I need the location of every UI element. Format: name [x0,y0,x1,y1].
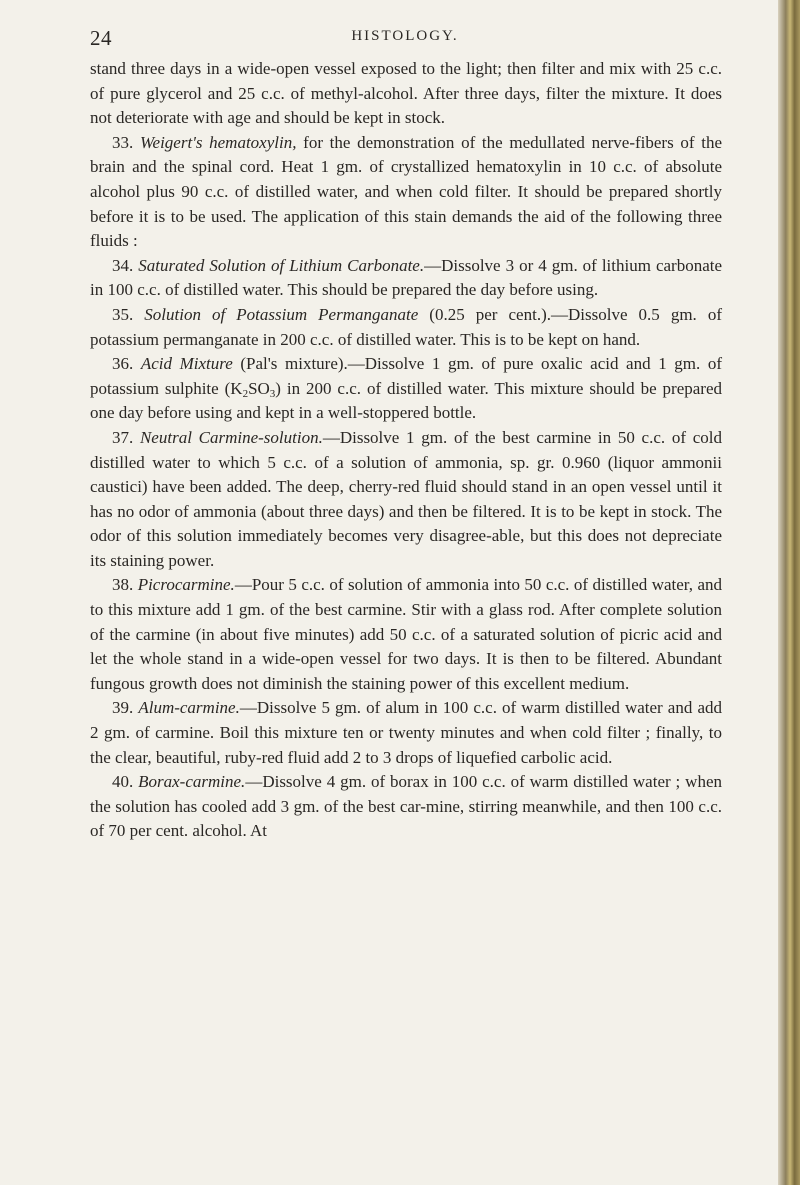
item-title: Borax-carmine. [138,772,246,792]
paragraph-text: (0.25 per cent.).—Dissolve 0.5 gm. of potassium permanganate in 200 c.c. of distilled water. This is to be kept on hand. [90,304,723,349]
item-number: 33. [112,132,134,152]
item-number: 37. [112,427,134,447]
book-page-edge [778,0,800,1185]
paragraph-33 [90,131,722,254]
page-body [90,57,722,844]
paragraph-text: (Pal's mixture).—Dissolve 1 gm. of pure oxalic acid and 1 gm. of potassium sulphite (K [90,354,722,398]
item-title: Acid Mixture [140,354,233,374]
paragraph-39 [90,696,722,770]
paragraph-text: —Dissolve 1 gm. of the best carmine in 50 c.c. of cold distilled water to which 5 c.c. of a solution of ammonia, sp. gr. 0.960 (liquor ammonii caustici) have been added. The deep, cherry-red fluid should stand in an open vessel until it has no odor of ammonia (about three days) and then be filtered. It is to be kept in stock. The odor of this solution immediately becomes very disagree-able, but this does not depreciate its staining power. [90,427,722,570]
paragraph-35 [90,303,722,352]
paragraph-text: —Dissolve 4 gm. of borax in 100 c.c. of warm distilled water ; when the solution has cooled add 3 gm. of the best car-mine, stirring meanwhile, and then 100 c.c. of 70 per cent. alcohol. At [90,772,722,841]
subscript: 3 [269,387,276,400]
paragraph-continuation [90,57,722,131]
item-title: Neutral Carmine-solution. [139,427,323,447]
paragraph-text: —Dissolve 3 or 4 gm. of lithium carbonate in 100 c.c. of distilled water. This should be prepared the day before using. [90,255,723,300]
paragraph-text: for the demonstration of the medullated nerve-fibers of the brain and the spinal cord. Heat 1 gm. of crystallized hematoxylin in 10 c.c. of absolute alcohol plus 90 c.c. of distilled water, and when cold filter. It should be prepared shortly before it is to be used. The application of this stain demands the aid of the following three fluids : [90,132,723,251]
paragraph-text: —Pour 5 c.c. of solution of ammonia into 50 c.c. of distilled water, and to this mixture add 1 gm. of the best carmine. Stir with a glass rod. After complete solution of the carmine (in about five minutes) add 50 c.c. of a saturated solution of picric acid and let the whole stand in a wide-open vessel for two days. It is then to be filtered. Abundant fungous growth does not diminish the staining power of this excellent medium. [90,575,723,693]
paragraph-37 [90,426,722,574]
item-title: Weigert's hematoxylin, [139,132,297,152]
item-number: 36. [112,354,134,374]
item-number: 34. [112,255,134,275]
paragraph-38 [90,573,722,696]
paragraph-text: SO [248,378,270,398]
item-number: 38. [112,575,134,595]
subscript: 2 [242,387,249,400]
item-number: 35. [112,304,134,324]
item-number: 40. [112,772,134,792]
paragraph-text: ) in 200 c.c. of distilled water. This mixture should be prepared one day before using and kept in a well-stoppered bottle. [90,378,722,423]
paragraph-text: stand three days in a wide-open vessel exposed to the light; then filter and mix with 25 c.c. of pure glycerol and 25 c.c. of methyl-alcohol. After three days, filter the mixture. It does not deteriorate with age and should be kept in stock. [90,59,722,128]
page-number: 24 [90,26,112,50]
paragraph-36 [90,352,722,426]
running-title: HISTOLOGY. [351,28,459,44]
item-title: Solution of Potassium Permanganate [144,304,419,324]
paragraph-40 [90,770,722,844]
paragraph-text: —Dissolve 5 gm. of alum in 100 c.c. of warm distilled water and add 2 gm. of carmine. Boil this mixture ten or twenty minutes and when cold filter ; finally, to the clear, beautiful, ruby-red fluid add 2 to 3 drops of liquefied carbolic acid. [90,698,722,767]
item-title: Picrocarmine. [137,575,235,595]
page-header [90,26,720,50]
item-title: Saturated Solution of Lithium Carbonate. [138,255,425,275]
item-title: Alum-carmine. [138,698,240,718]
paragraph-34 [90,254,722,303]
item-number: 39. [112,698,134,718]
